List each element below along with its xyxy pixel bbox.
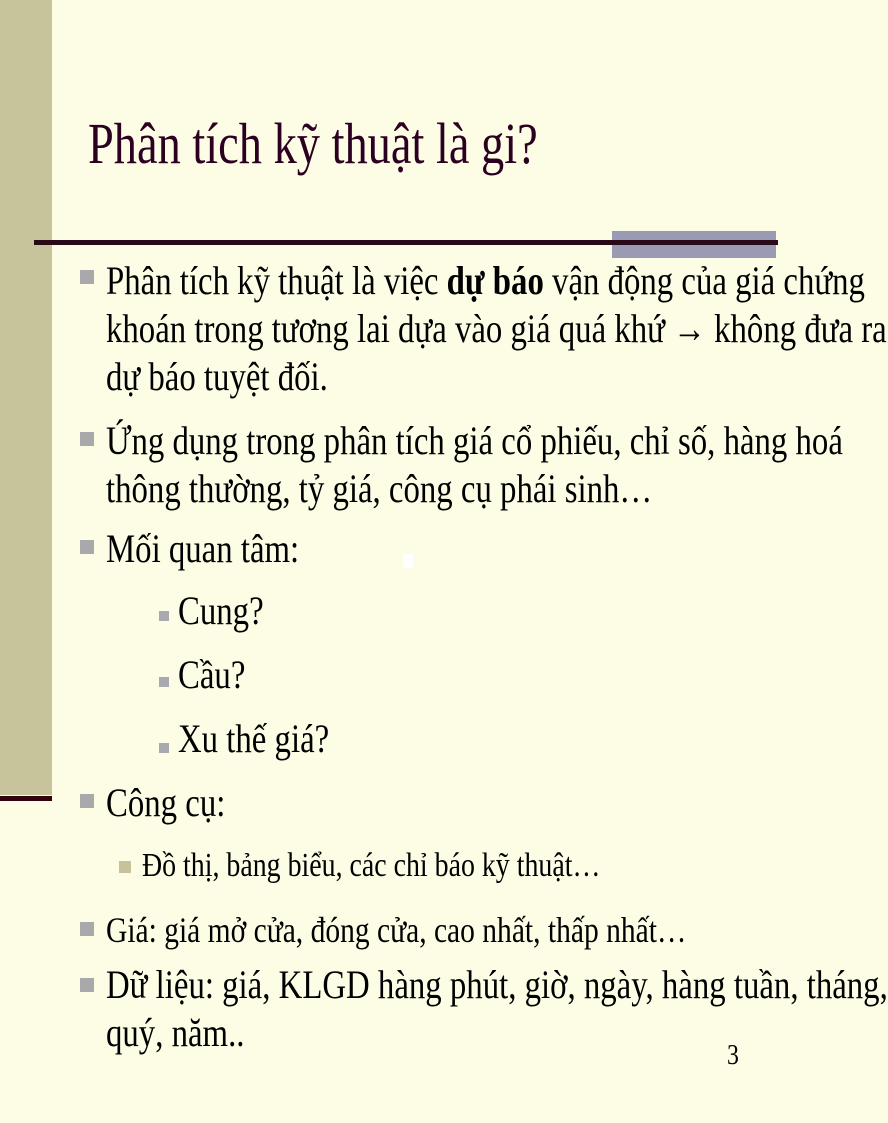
slide-title: Phân tích kỹ thuật là gi?: [88, 111, 538, 176]
sub-bullet-xu-the-gia: Xu thế giá?: [178, 716, 330, 761]
sub-bullet-icon: [159, 743, 169, 753]
bullet-1-bold-term: dự báo: [446, 258, 544, 303]
left-band-rule: [0, 796, 52, 801]
bullet-1-line-2: khoán trong tương lai dựa vào giá quá khứ → không đưa ra: [106, 306, 887, 351]
sub-bullet-tan-icon: [119, 861, 131, 873]
bullet-1-line-3: dự báo tuyệt đối.: [106, 354, 328, 399]
page-number: 3: [727, 1040, 739, 1071]
left-decorative-band: [0, 0, 52, 795]
sub-bullet-cung: Cung?: [178, 588, 264, 633]
sub-bullet-tools: Đồ thị, bảng biểu, các chỉ báo kỹ thuật…: [142, 847, 601, 884]
bullet-6-line-2: quý, năm..: [106, 1010, 245, 1055]
bullet-square-icon: [80, 270, 94, 284]
sub-bullet-cau: Cầu?: [178, 652, 246, 697]
title-rule-dark-segment: [612, 240, 778, 245]
bullet-square-icon: [80, 794, 94, 808]
white-speck: [403, 554, 413, 568]
bullet-square-icon: [80, 922, 94, 936]
bullet-2-line-1: Ứng dụng trong phân tích giá cổ phiếu, chỉ số, hàng hoá: [106, 418, 843, 463]
bullet-square-icon: [80, 432, 94, 446]
bullet-6-line-1: Dữ liệu: giá, KLGD hàng phút, giờ, ngày, hàng tuần, tháng,: [106, 962, 888, 1007]
bullet-3-label: Mối quan tâm:: [106, 526, 300, 571]
bullet-1-text-a: Phân tích kỹ thuật là việc: [106, 258, 447, 303]
bullet-1-text-b: vận động của giá chứng: [543, 258, 865, 303]
sub-bullet-icon: [159, 611, 169, 621]
bullet-square-icon: [80, 978, 94, 992]
bullet-2-line-2: thông thường, tỷ giá, công cụ phái sinh…: [106, 466, 653, 511]
bullet-4-label: Công cụ:: [106, 780, 226, 825]
bullet-5-label: Giá: giá mở cửa, đóng cửa, cao nhất, thấp nhất…: [106, 910, 687, 950]
sub-bullet-icon: [159, 677, 169, 687]
bullet-1-line-1: [106, 258, 865, 304]
bullet-square-icon: [80, 540, 94, 554]
